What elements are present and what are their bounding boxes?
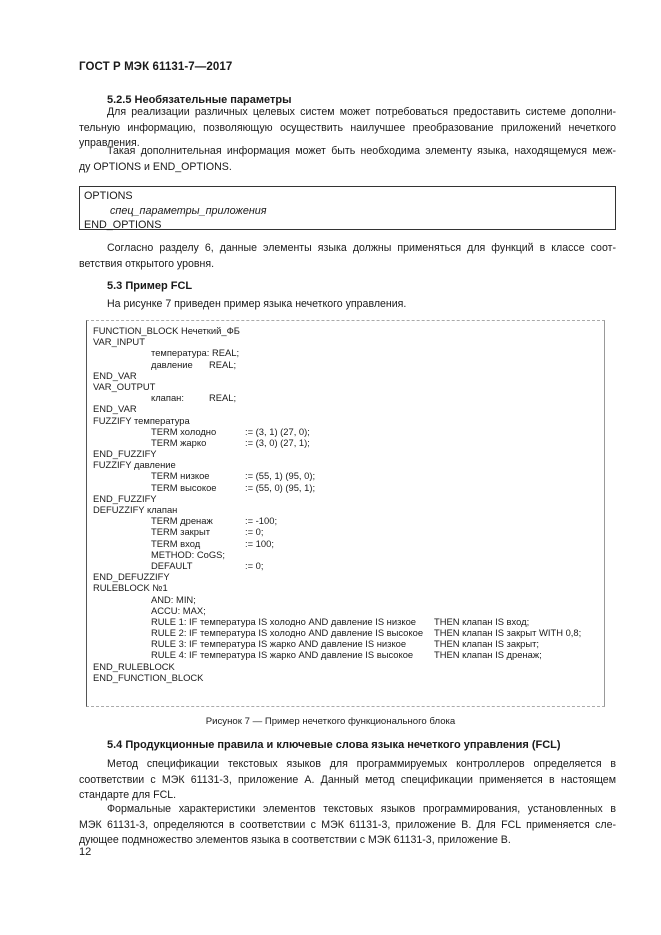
code-token: RULE 1: IF температура IS холодно AND давление IS низкое bbox=[151, 615, 417, 627]
code-token: VAR_INPUT bbox=[93, 336, 145, 348]
text-line: тельную информацию, позволяющую осуществить наилучшее преобразование приложений нечеткого bbox=[79, 121, 616, 134]
code-token: давление bbox=[151, 358, 193, 370]
code-token: THEN клапан IS дренаж; bbox=[434, 649, 542, 661]
code-token: температура: REAL; bbox=[151, 347, 240, 359]
code-token: RULEBLOCK №1 bbox=[93, 582, 168, 594]
text-line: дующее подмножество элементов языка в соответствии с МЭК 61131-3, приложение В. bbox=[79, 834, 511, 846]
code-token: END_RULEBLOCK bbox=[93, 660, 175, 672]
code-token: TERM низкое bbox=[151, 470, 210, 482]
code-token: END_VAR bbox=[93, 403, 137, 415]
code-token: FUZZIFY давление bbox=[93, 459, 176, 471]
document-header: ГОСТ Р МЭК 61131-7—2017 bbox=[79, 61, 233, 73]
text-line: стандарте для FCL. bbox=[79, 789, 177, 801]
code-token: REAL; bbox=[209, 358, 237, 370]
heading-5-2-5: 5.2.5 Необязательные параметры bbox=[107, 94, 292, 106]
code-token: TERM жарко bbox=[151, 436, 207, 448]
heading-5-3: 5.3 Пример FCL bbox=[107, 280, 193, 292]
code-token: END_VAR bbox=[93, 369, 137, 381]
figure-caption: Рисунок 7 — Пример нечеткого функционального блока bbox=[205, 716, 456, 727]
code-token: := -100; bbox=[245, 515, 278, 527]
text-line: Формальные характеристики элементов текстовых языков программирования, установленных в bbox=[107, 803, 616, 815]
text-line: ду OPTIONS и END_OPTIONS. bbox=[79, 160, 232, 173]
code-token: := 0; bbox=[245, 559, 264, 571]
paragraph-5-4-2 bbox=[79, 802, 616, 849]
code-token: END_FUZZIFY bbox=[93, 448, 157, 460]
text-line: МЭК 61131-3, определяются в соответствии с МЭК 61131-3, приложение В. Для FCL применяется сле- bbox=[79, 818, 616, 831]
code-token: ACCU: MAX; bbox=[151, 604, 206, 616]
code-token: DEFAULT bbox=[151, 559, 193, 571]
paragraph-figure-intro: На рисунке 7 приведен пример языка нечеткого управления. bbox=[107, 298, 407, 310]
text-line: ветствия открытого уровня. bbox=[79, 257, 215, 270]
code-token: FUNCTION_BLOCK Нечеткий_ФБ bbox=[93, 325, 240, 336]
code-token: THEN клапан IS вход; bbox=[434, 615, 530, 627]
paragraph-5-4-1 bbox=[79, 757, 616, 804]
code-token: := (55, 0) (95, 1); bbox=[245, 481, 316, 493]
code-token: RULE 2: IF температура IS холодно AND давление IS высокое bbox=[151, 627, 424, 639]
code-token: TERM холодно bbox=[151, 425, 217, 437]
code-token: THEN клапан IS закрыт; bbox=[434, 638, 540, 650]
page-number: 12 bbox=[79, 846, 92, 858]
code-token: END_FUNCTION_BLOCK bbox=[93, 671, 204, 683]
options-params: спец_параметры_приложения bbox=[110, 204, 267, 217]
text-line: Такая дополнительная информация может быть необходима элементу языка, находящемуся меж- bbox=[107, 145, 616, 157]
text-line: управления. bbox=[79, 137, 140, 149]
code-token: TERM закрыт bbox=[151, 526, 211, 538]
code-token: := (3, 1) (27, 0); bbox=[245, 425, 310, 437]
text-line: Для реализации различных целевых систем может потребоваться предоставить системе дополни- bbox=[107, 106, 616, 118]
options-keyword: OPTIONS bbox=[84, 190, 133, 202]
code-token: TERM вход bbox=[151, 537, 201, 549]
code-token: := (3, 0) (27, 1); bbox=[245, 436, 310, 448]
code-token: END_DEFUZZIFY bbox=[93, 571, 170, 583]
code-token: TERM дренаж bbox=[151, 515, 213, 527]
code-token: METHOD: CoGS; bbox=[151, 548, 225, 560]
code-token: DEFUZZIFY клапан bbox=[93, 504, 178, 515]
text-line: Согласно разделу 6, данные элементы языка должны применяться для функций в классе соот- bbox=[107, 242, 616, 254]
text-line: Метод спецификации текстовых языков для программируемых контроллеров определяется в bbox=[107, 758, 616, 770]
paragraph-5-2-5-2 bbox=[79, 144, 616, 175]
code-token: клапан: bbox=[151, 392, 184, 404]
code-token: TERM высокое bbox=[151, 481, 217, 493]
code-token: REAL; bbox=[209, 392, 237, 404]
heading-5-4: 5.4 Продукционные правила и ключевые слова языка нечеткого управления (FCL) bbox=[107, 739, 561, 751]
paragraph-conformance bbox=[79, 241, 616, 272]
options-code-box bbox=[79, 186, 616, 230]
code-token: AND: MIN; bbox=[151, 593, 196, 605]
code-token: RULE 4: IF температура IS жарко AND давление IS высокое bbox=[151, 649, 414, 661]
end-options-keyword: END_OPTIONS bbox=[84, 219, 162, 231]
text-line: соответствии с МЭК 61131-3, приложение А. Данный метод спецификации применяется в настоящем bbox=[79, 773, 616, 786]
code-token: := 0; bbox=[245, 526, 264, 538]
code-token: THEN клапан IS закрыт WITH 0,8; bbox=[434, 627, 582, 639]
code-token: VAR_OUTPUT bbox=[93, 380, 156, 392]
code-token: FUZZIFY температура bbox=[93, 414, 190, 426]
code-token: END_FUZZIFY bbox=[93, 492, 157, 504]
code-token: := 100; bbox=[245, 537, 274, 549]
code-token: RULE 3: IF температура IS жарко AND давление IS низкое bbox=[151, 638, 407, 650]
code-token: := (55, 1) (95, 0); bbox=[245, 470, 316, 482]
